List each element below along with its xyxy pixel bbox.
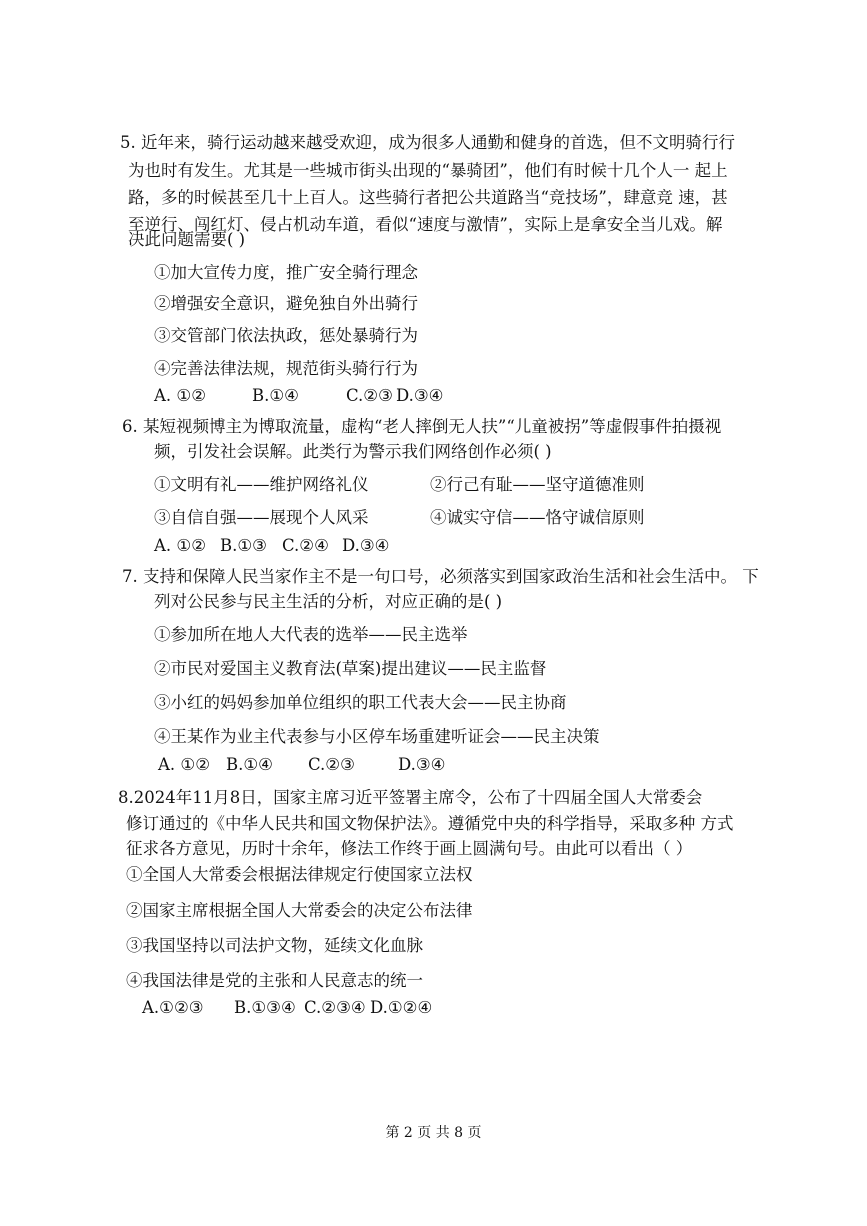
q8-stem-line-3: 征求各方意见，历时十余年，修法工作终于画上圆满句号。由此可以看出（ ） (126, 839, 693, 858)
q7-choice-b: B.①④ (226, 755, 273, 774)
q5-choice-d: D.③④ (396, 386, 444, 405)
q6-stem-line-1: 6. 某短视频博主为博取流量，虚构“老人摔倒无人扶”“儿童被拐”等虚假事件拍摄视 (122, 417, 722, 436)
page-footer: 第 2 页 共 8 页 (385, 1125, 482, 1141)
q8-item-1: ①全国人大常委会根据法律规定行使国家立法权 (126, 865, 473, 884)
q7-choices (158, 754, 445, 776)
q8-stem-line-1: 8.2024年11月8日，国家主席习近平签署主席令，公布了十四届全国人大常委会 (118, 788, 703, 807)
q5-choice-b: B.①④ (252, 386, 299, 405)
q6-choice-d: D.③④ (342, 536, 390, 555)
q7-choice-d: D.③④ (398, 755, 446, 774)
q7-choice-c: C.②③ (308, 755, 355, 774)
q8-item-3: ③我国坚持以司法护文物，延续文化血脉 (126, 936, 423, 955)
q7-choice-a: A. ①② (158, 755, 210, 774)
q6-item-4: ④诚实守信——恪守诚信原则 (430, 508, 645, 527)
q8-item-2: ②国家主席根据全国人大常委会的决定公布法律 (126, 901, 473, 920)
q6-choice-a: A. ①② (154, 536, 206, 555)
q5-stem-line-3: 路，多的时候甚至几十上百人。这些骑行者把公共道路当“竞技场”，肆意竞 速，甚 (128, 188, 728, 207)
q6-item-3: ③自信自强——展现个人风采 (154, 508, 369, 527)
q6-choice-c: C.②④ (282, 536, 329, 555)
q6-choices (154, 535, 389, 557)
q7-stem-line-2: 列对公民参与民主生活的分析，对应正确的是( ) (154, 592, 503, 611)
q8-choice-c: C.②③④ (304, 998, 366, 1017)
q5-stem-line-2: 为也时有发生。尤其是一些城市街头出现的“暴骑团”，他们有时候十几个人一 起上 (128, 161, 728, 180)
q8-choices (142, 997, 432, 1019)
q7-stem-line-1: 7. 支持和保障人民当家作主不是一句口号，必须落实到国家政治生活和社会生活中。 下 (122, 567, 759, 586)
q8-stem-line-2: 修订通过的《中华人民共和国文物保护法》。遵循党中央的科学指导，采取多种 方式 (126, 814, 734, 833)
q5-choice-c: C.②③ (346, 386, 393, 405)
q8-choice-a: A.①②③ (142, 998, 204, 1017)
q8-choice-b: B.①③④ (234, 998, 296, 1017)
q7-item-2: ②市民对爱国主义教育法(草案)提出建议——民主监督 (154, 659, 547, 678)
q5-stem-line-1: 5. 近年来，骑行运动越来越受欢迎，成为很多人通勤和健身的首选，但不文明骑行行 (120, 133, 735, 152)
q5-item-1: ①加大宣传力度，推广安全骑行理念 (154, 263, 418, 282)
q5-stem-line-5: 决此问题需要( ) (128, 230, 246, 249)
q6-choice-b: B.①③ (220, 536, 267, 555)
q8-item-4: ④我国法律是党的主张和人民意志的统一 (126, 971, 423, 990)
q6-stem-line-2: 频，引发社会误解。此类行为警示我们网络创作必须( ) (154, 442, 552, 461)
q5-item-2: ②增强安全意识，避免独自外出骑行 (154, 294, 418, 313)
q8-choice-d: D.①②④ (370, 998, 433, 1017)
q5-item-4: ④完善法律法规，规范街头骑行行为 (154, 359, 418, 378)
q5-choice-a: A. ①② (154, 386, 206, 405)
q5-choices (154, 385, 443, 407)
q7-item-4: ④王某作为业主代表参与小区停车场重建听证会——民主决策 (154, 727, 600, 746)
q7-item-3: ③小红的妈妈参加单位组织的职工代表大会——民主协商 (154, 693, 567, 712)
q6-item-2: ②行己有耻——坚守道德准则 (430, 475, 645, 494)
q6-item-1: ①文明有礼——维护网络礼仪 (154, 475, 369, 494)
q5-stem-line-4: 至逆行、闯红灯、侵占机动车道，看似“速度与激情”，实际上是拿安全当儿戏。解 (128, 215, 723, 234)
q7-item-1: ①参加所在地人大代表的选举——民主选举 (154, 625, 468, 644)
q5-item-3: ③交管部门依法执政，惩处暴骑行为 (154, 326, 418, 345)
